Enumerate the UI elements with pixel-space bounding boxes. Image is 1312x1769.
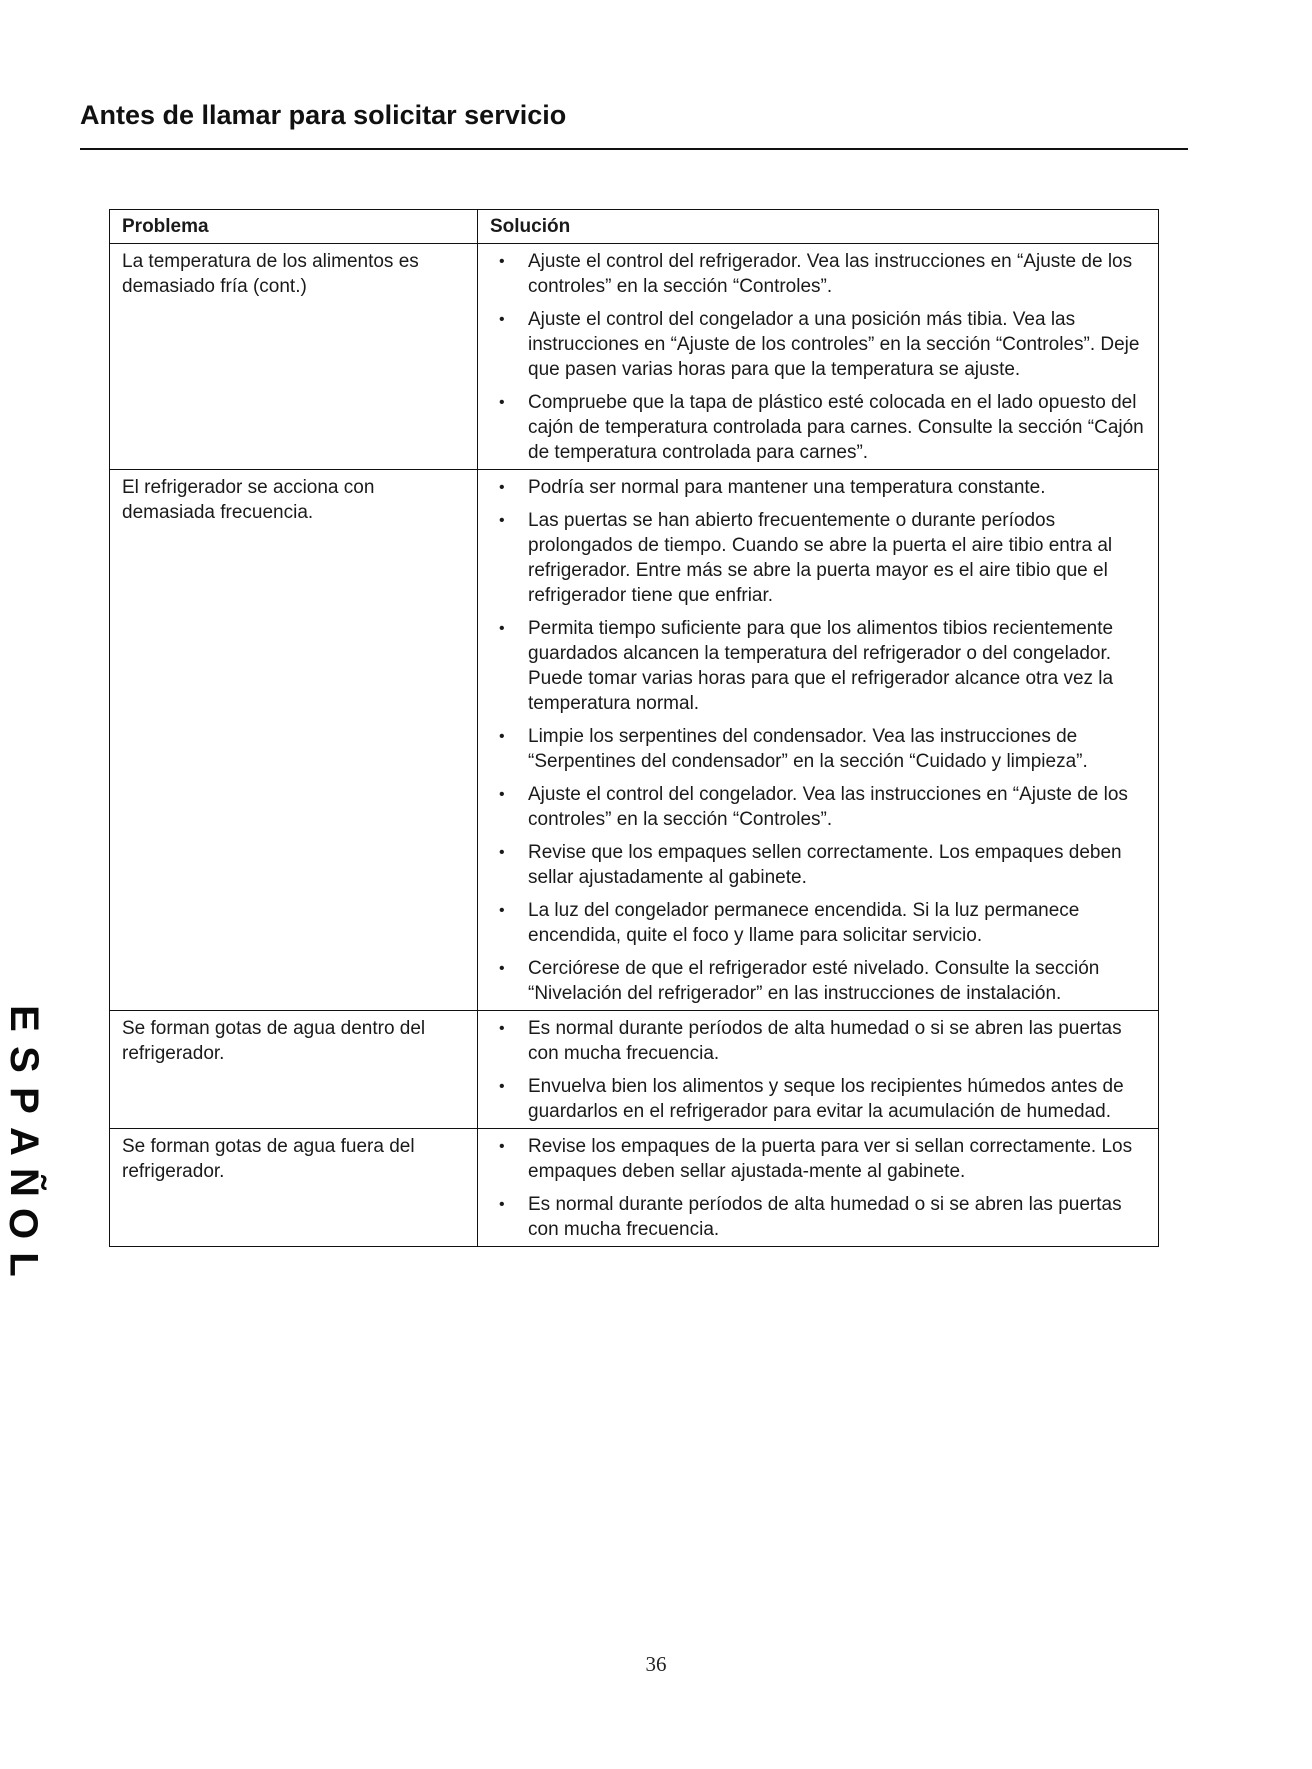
bullet-icon: •: [499, 844, 505, 861]
table-row: [110, 244, 1159, 470]
solution-cell: [478, 1011, 1159, 1129]
bullet-icon: •: [499, 1138, 505, 1155]
solution-text: Limpie los serpentines del condensador. Vea las instrucciones de “Serpentines del condensador” en la sección “Cuidado y limpieza”.: [528, 726, 1088, 772]
side-tab-letter: A: [1, 1127, 46, 1156]
bullet-icon: •: [499, 311, 505, 328]
solution-item: [488, 616, 1146, 716]
solution-text: Revise que los empaques sellen correctamente. Los empaques deben sellar ajustadamente al gabinete.: [528, 842, 1122, 888]
solution-cell: [478, 244, 1159, 470]
problem-cell: La temperatura de los alimentos es demasiado fría (cont.): [110, 244, 478, 470]
solution-text: Es normal durante períodos de alta humedad o si se abren las puertas con mucha frecuencia.: [528, 1018, 1122, 1064]
solution-text: Podría ser normal para mantener una temperatura constante.: [528, 477, 1046, 498]
problem-cell: Se forman gotas de agua fuera del refrigerador.: [110, 1129, 478, 1247]
troubleshooting-table: [109, 209, 1159, 1247]
table-body: [110, 244, 1159, 1247]
solution-item: [488, 724, 1146, 774]
solution-cell: [478, 1129, 1159, 1247]
solution-item: [488, 898, 1146, 948]
header-problem: Problema: [110, 210, 478, 244]
side-tab-letter: E: [1, 1005, 46, 1032]
bullet-icon: •: [499, 1020, 505, 1037]
solution-text: Ajuste el control del congelador a una posición más tibia. Vea las instrucciones en “Ajuste de los controles” en la sección “Controles”. Deje que pasen varias horas para que la temperatura se ajuste.: [528, 309, 1140, 380]
solution-item: [488, 508, 1146, 608]
table-header-row: [110, 210, 1159, 244]
bullet-icon: •: [499, 786, 505, 803]
language-side-tab: [1, 998, 46, 1285]
side-tab-letter: P: [1, 1087, 46, 1114]
table-row: [110, 1129, 1159, 1247]
table-row: [110, 470, 1159, 1011]
bullet-icon: •: [499, 620, 505, 637]
solution-item: [488, 782, 1146, 832]
solution-text: Cerciórese de que el refrigerador esté nivelado. Consulte la sección “Nivelación del refrigerador” en las instrucciones de instalación.: [528, 958, 1100, 1004]
solution-item: [488, 1016, 1146, 1066]
solution-text: Revise los empaques de la puerta para ver si sellan correctamente. Los empaques deben sellar ajustada-mente al gabinete.: [528, 1136, 1133, 1182]
solution-text: Las puertas se han abierto frecuentemente o durante períodos prolongados de tiempo. Cuando se abre la puerta el aire tibio entra al refrigerador. Entre más se abre la puerta mayor es el aire tibio que el refrigerador tiene que enfriar.: [528, 510, 1113, 606]
solution-text: Envuelva bien los alimentos y seque los recipientes húmedos antes de guardarlos en el refrigerador para evitar la acumulación de humedad.: [528, 1076, 1124, 1122]
solution-text: Ajuste el control del refrigerador. Vea las instrucciones en “Ajuste de los controles” en la sección “Controles”.: [528, 251, 1133, 297]
solution-text: Es normal durante períodos de alta humedad o si se abren las puertas con mucha frecuencia.: [528, 1194, 1122, 1240]
solution-text: Permita tiempo suficiente para que los alimentos tibios recientemente guardados alcancen la temperatura del refrigerador o del congelador. Puede tomar varias horas para que el refrigerador alcance otra vez la temperatura normal.: [528, 618, 1114, 714]
side-tab-letter: S: [1, 1046, 46, 1073]
side-tab-letter: L: [1, 1252, 46, 1277]
solution-list: [488, 1134, 1146, 1242]
bullet-icon: •: [499, 902, 505, 919]
bullet-icon: •: [499, 512, 505, 529]
solution-item: [488, 1192, 1146, 1242]
solution-text: Compruebe que la tapa de plástico esté colocada en el lado opuesto del cajón de temperatura controlada para carnes. Consulte la sección “Cajón de temperatura controlada para carnes”.: [528, 392, 1144, 463]
problem-cell: Se forman gotas de agua dentro del refrigerador.: [110, 1011, 478, 1129]
solution-list: [488, 475, 1146, 1006]
solution-item: [488, 1134, 1146, 1184]
bullet-icon: •: [499, 960, 505, 977]
side-tab-letter: O: [1, 1207, 46, 1240]
bullet-icon: •: [499, 479, 505, 496]
bullet-icon: •: [499, 1078, 505, 1095]
table-row: [110, 1011, 1159, 1129]
solution-item: [488, 956, 1146, 1006]
solution-item: [488, 475, 1146, 500]
side-tab-letter: Ñ: [1, 1168, 46, 1197]
solution-text: La luz del congelador permanece encendida. Si la luz permanece encendida, quite el foco y llame para solicitar servicio.: [528, 900, 1080, 946]
solution-item: [488, 840, 1146, 890]
solution-cell: [478, 470, 1159, 1011]
bullet-icon: •: [499, 253, 505, 270]
bullet-icon: •: [499, 728, 505, 745]
page-title: Antes de llamar para solicitar servicio: [80, 100, 567, 130]
solution-item: [488, 390, 1146, 465]
page-number: 36: [645, 1652, 667, 1676]
solution-item: [488, 307, 1146, 382]
solution-list: [488, 249, 1146, 465]
bullet-icon: •: [499, 394, 505, 411]
problem-cell: El refrigerador se acciona con demasiada frecuencia.: [110, 470, 478, 1011]
solution-item: [488, 249, 1146, 299]
solution-text: Ajuste el control del congelador. Vea las instrucciones en “Ajuste de los controles” en la sección “Controles”.: [528, 784, 1128, 830]
solution-list: [488, 1016, 1146, 1124]
title-divider: [80, 148, 1188, 150]
header-solution: Solución: [478, 210, 1159, 244]
bullet-icon: •: [499, 1196, 505, 1213]
solution-item: [488, 1074, 1146, 1124]
